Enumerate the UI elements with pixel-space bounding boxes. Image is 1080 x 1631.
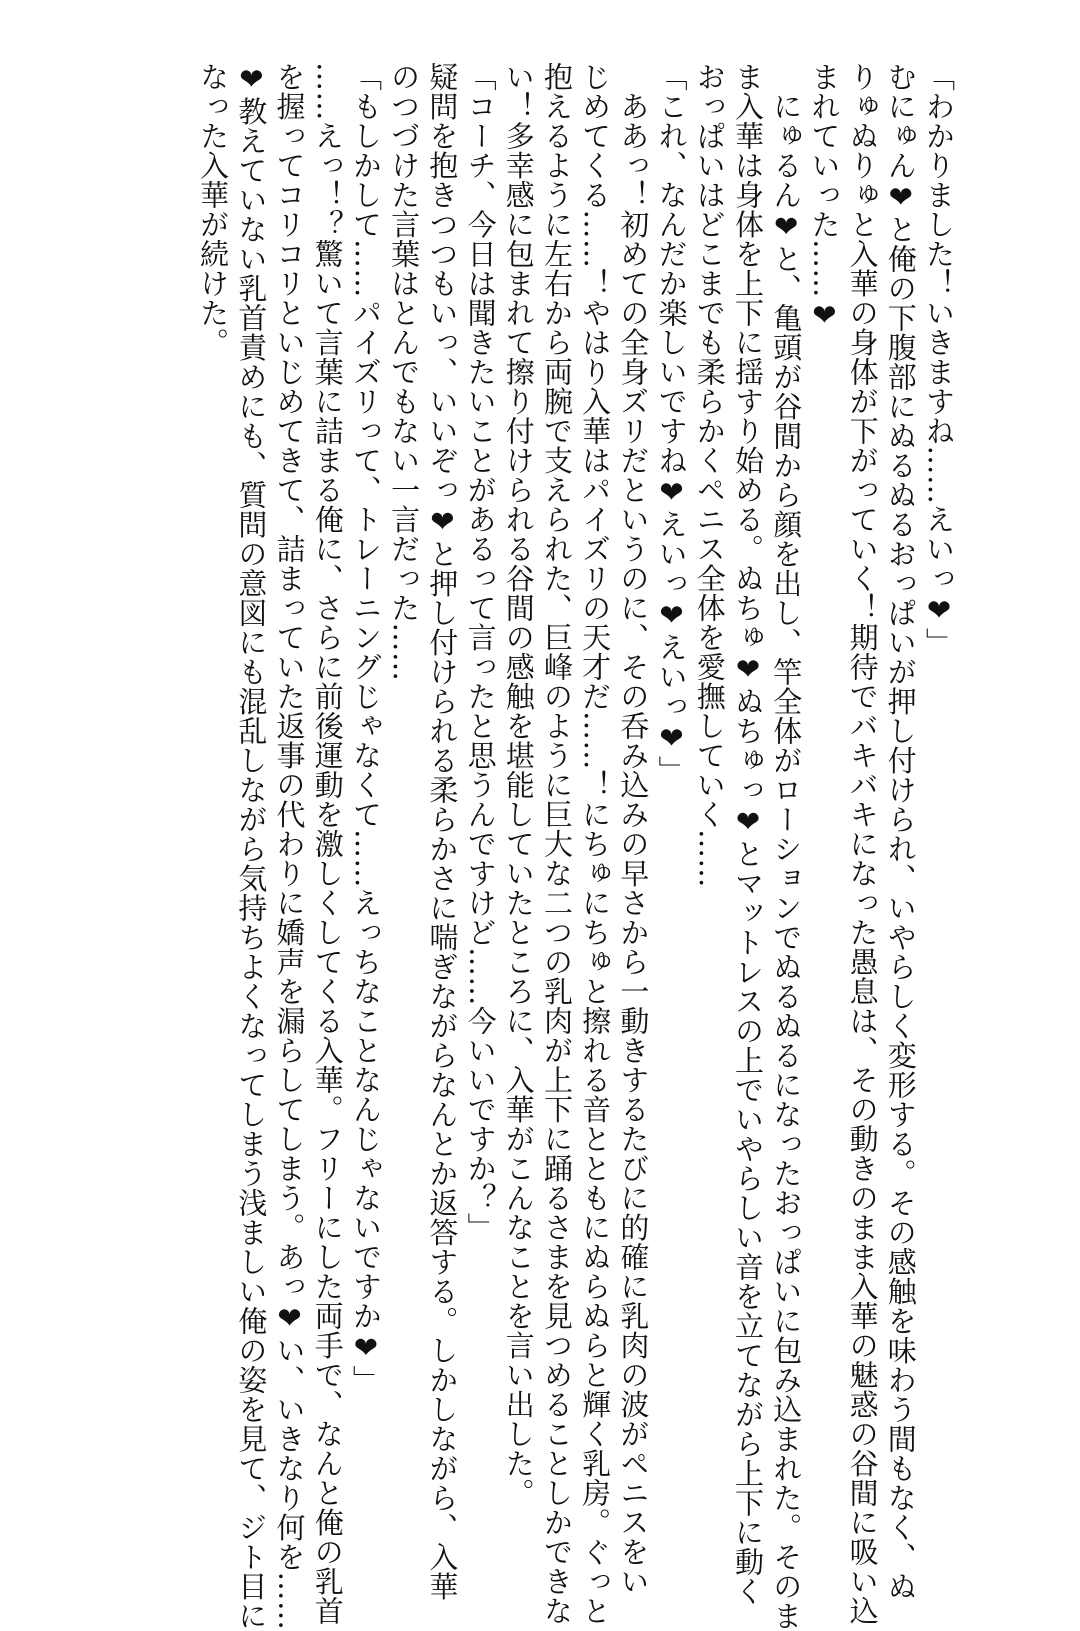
text-line: なった入華が続けた。 <box>196 62 231 357</box>
text-line: むにゅん❤と俺の下腹部にぬるぬるおっぱいが押し付けられ、いやらしく変形する。その感触を味わう間もなく、ぬ <box>883 62 918 1601</box>
text-line: ❤教えていない乳首責めにも、質問の意図にも混乱しながら気持ちよくなってしまう浅ましい俺の姿を見て、ジト目に <box>234 62 269 1631</box>
text-line: 「コーチ、今日は聞きたいことがあるって言ったと思うんですけど……今いいですか？」 <box>463 62 498 1242</box>
text-line: を握ってコリコリといじめてきて、詰まっていた返事の代わりに嬌声を漏らしてしまう。あっ❤い、いきなり何を…… <box>272 62 307 1631</box>
text-line: のつづけた言葉はとんでもない一言だった…… <box>387 62 422 682</box>
text-line: まれていった……❤ <box>807 62 842 333</box>
text-line: ああっ！初めての全身ズリだというのに、その呑み込みの早さから一動きするたびに的確に乳肉の波がペニスをい <box>616 62 651 1596</box>
vertical-text-page <box>188 62 958 1631</box>
text-line: 疑問を抱きつつもいっ、いいぞっ❤と押し付けられる柔らかさに喘ぎながらなんとか返答する。しかしながら、入華 <box>425 62 460 1601</box>
text-line: ま入華は身体を上下に揺すり始める。ぬちゅ❤ぬちゅっ❤とマットレスの上でいやらしい音を立てながら上下に動く <box>730 62 765 1606</box>
text-line: い！多幸感に包まれて擦り付けられる谷間の感触を堪能していたところに、入華がこんなことを言い出した。 <box>501 62 536 1508</box>
text-line: りゅぬりゅと入華の身体が下がっていく！期待でバキバキになった愚息は、その動きのまま入華の魅惑の谷間に吸い込 <box>845 62 880 1626</box>
text-line: ……えっ！？驚いて言葉に詰まる俺に、さらに前後運動を激しくしてくる入華。フリーにした両手で、なんと俺の乳首 <box>310 62 345 1626</box>
text-line: 「これ、なんだか楽しいですね❤えいっ❤えいっ❤」 <box>654 62 689 785</box>
text-line: おっぱいはどこまでも柔らかくペニス全体を愛撫していく…… <box>692 62 727 888</box>
text-line: 抱えるように左右から両腕で支えられた、巨峰のように巨大な二つの乳肉が上下に踊るさまを見つめることしかできな <box>539 62 574 1626</box>
text-line: 「わかりました！いきますね……えいっ❤」 <box>922 62 956 657</box>
text-line: にゅるん❤と、亀頭が谷間から顔を出し、竿全体がローションでぬるぬるになったおっぱいに包み込まれた。そのま <box>769 62 804 1631</box>
text-line: じめてくる……！やはり入華はパイズリの天才だ……！にちゅにちゅと擦れる音とともにぬらぬらと輝く乳房。ぐっと <box>578 62 613 1626</box>
text-line: 「もしかして……パイズリって、トレーニングじゃなくて……えっちなことなんじゃないですか❤」 <box>348 62 383 1395</box>
